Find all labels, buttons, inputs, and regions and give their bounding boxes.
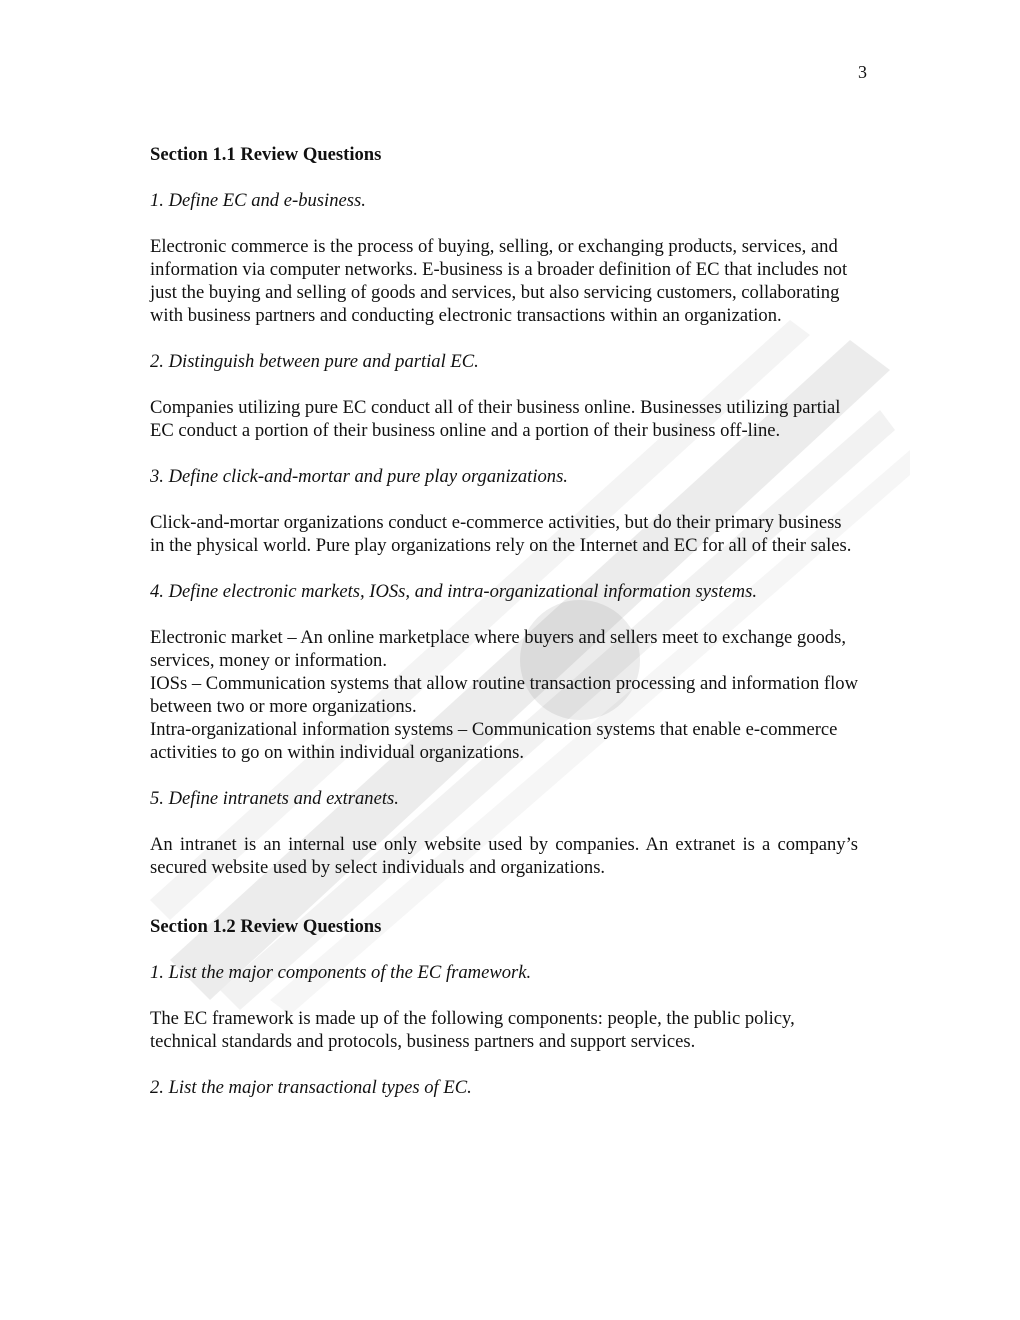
question: 2. List the major transactional types of EC. bbox=[150, 1077, 472, 1098]
answer: The EC framework is made up of the following components: people, the public policy, technical standards and protocols, business partners and support services. bbox=[150, 1008, 795, 1052]
answer: Electronic commerce is the process of buying, selling, or exchanging products, services, and information via computer networks. E-business is a broader definition of EC that includes not just the buying and selling of goods and services, but also servicing customers, collaborating with business partners and conducting electronic transactions within an organization. bbox=[150, 236, 848, 326]
question: 1. Define EC and e-business. bbox=[150, 190, 366, 211]
section-heading: Section 1.1 Review Questions bbox=[150, 144, 382, 165]
document-body bbox=[150, 143, 858, 1122]
answer: Companies utilizing pure EC conduct all of their business online. Businesses utilizing partial EC conduct a portion of their business online and a portion of their business off-line. bbox=[150, 397, 841, 441]
question: 3. Define click-and-mortar and pure play organizations. bbox=[150, 466, 568, 487]
definition-line: IOSs – Communication systems that allow routine transaction processing and information flow between two or more organizations. bbox=[150, 673, 858, 717]
definition-line: Intra-organizational information systems – Communication systems that enable e-commerce activities to go on within individual organizations. bbox=[150, 719, 838, 763]
section-heading: Section 1.2 Review Questions bbox=[150, 916, 382, 937]
question: 1. List the major components of the EC framework. bbox=[150, 962, 532, 983]
answer-definition-list bbox=[150, 626, 858, 764]
answer: An intranet is an internal use only website used by companies. An extranet is a company’s secured website used by select individuals and organizations. bbox=[150, 834, 858, 878]
definition-line: Electronic market – An online marketplace where buyers and sellers meet to exchange goods, services, money or information. bbox=[150, 627, 846, 671]
answer: Click-and-mortar organizations conduct e-commerce activities, but do their primary business in the physical world. Pure play organizations rely on the Internet and EC for all of their sales. bbox=[150, 512, 852, 556]
question: 5. Define intranets and extranets. bbox=[150, 788, 399, 809]
page-number: 3 bbox=[858, 62, 867, 82]
question: 2. Distinguish between pure and partial EC. bbox=[150, 351, 479, 372]
question: 4. Define electronic markets, IOSs, and intra-organizational information systems. bbox=[150, 581, 757, 602]
